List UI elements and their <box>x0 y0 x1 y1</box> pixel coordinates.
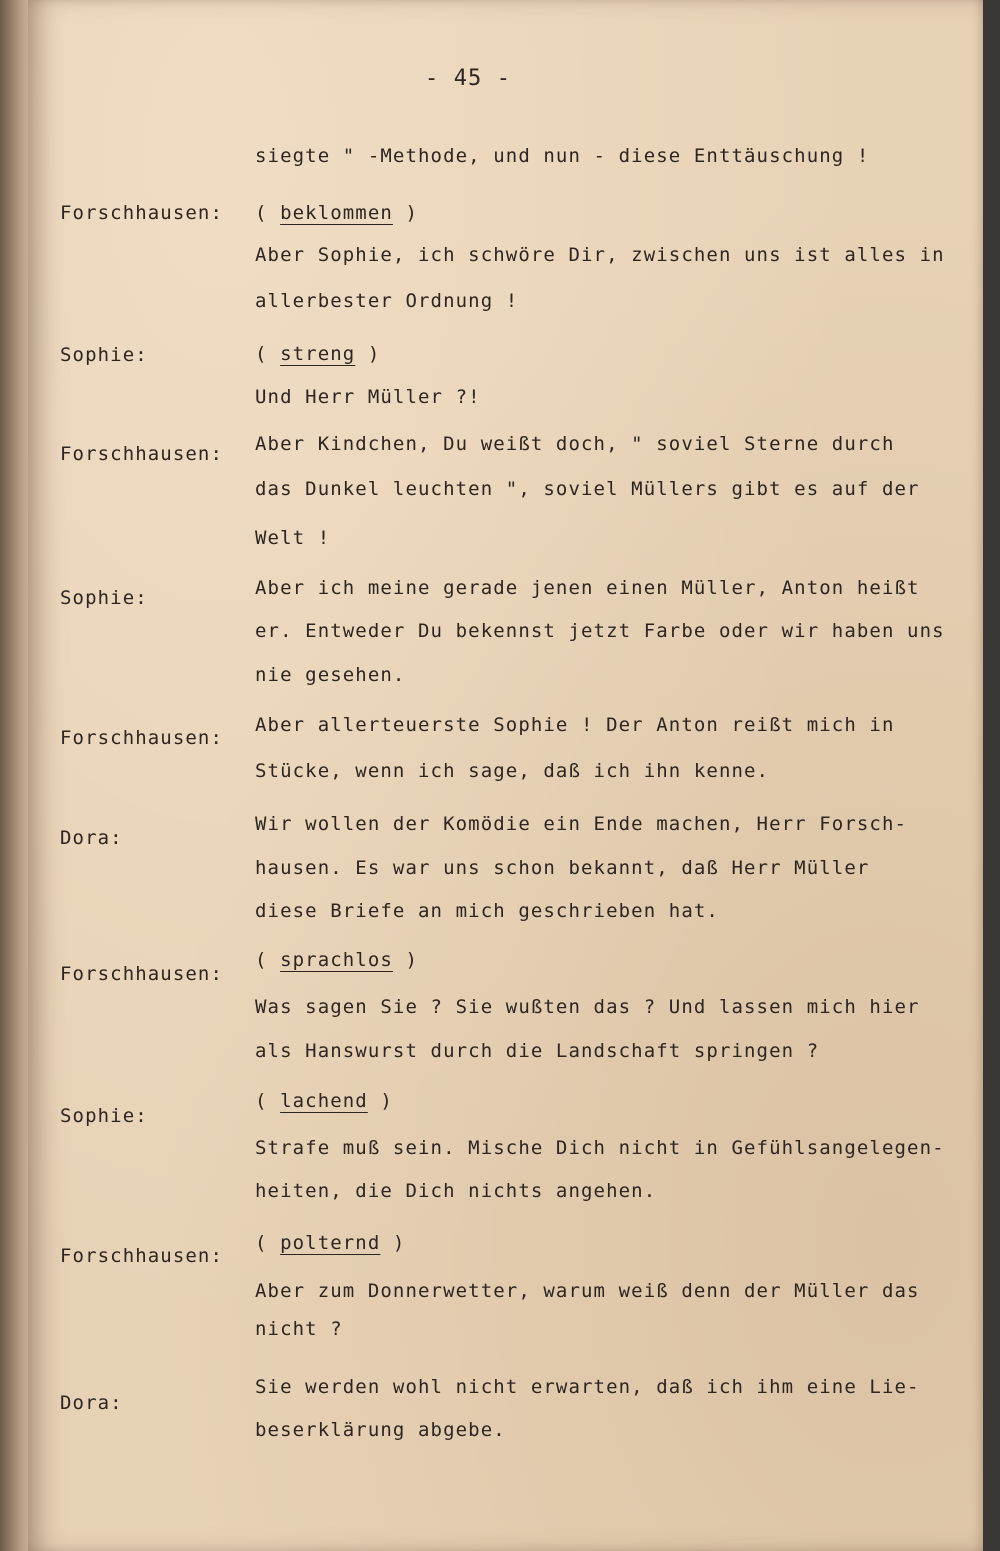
dialogue-line: nicht ? <box>255 1318 343 1340</box>
dialogue-line: hausen. Es war uns schon bekannt, daß Herr Müller <box>255 857 870 879</box>
speaker-label: Dora: <box>60 1392 123 1414</box>
dialogue-line: allerbester Ordnung ! <box>255 290 519 312</box>
speaker-label: Forschhausen: <box>60 1245 224 1267</box>
dialogue-line: Welt ! <box>255 527 331 549</box>
dialogue-line: er. Entweder Du bekennst jetzt Farbe oder wir haben uns <box>255 620 945 642</box>
speaker-label: Forschhausen: <box>60 202 224 224</box>
dialogue-line: Sie werden wohl nicht erwarten, daß ich ihm eine Lie- <box>255 1376 920 1398</box>
dialogue-line: Was sagen Sie ? Sie wußten das ? Und lassen mich hier <box>255 996 920 1018</box>
stage-direction: ( sprachlos ) <box>255 949 419 971</box>
dialogue-line: nie gesehen. <box>255 664 406 686</box>
dialogue-line: Aber zum Donnerwetter, warum weiß denn der Müller das <box>255 1280 920 1302</box>
stage-direction-text: beklommen <box>280 202 393 224</box>
speaker-label: Forschhausen: <box>60 727 224 749</box>
page-number: - 45 - <box>425 66 512 91</box>
stage-direction-text: polternd <box>280 1232 381 1254</box>
speaker-label: Sophie: <box>60 344 148 366</box>
speaker-label: Forschhausen: <box>60 963 224 985</box>
stage-direction: ( beklommen ) <box>255 202 419 224</box>
stage-direction: ( streng ) <box>255 343 381 365</box>
stage-direction: ( polternd ) <box>255 1232 406 1254</box>
dialogue-line: Wir wollen der Komödie ein Ende machen, Herr Forsch- <box>255 813 908 835</box>
dialogue-line: siegte " -Methode, und nun - diese Enttäuschung ! <box>255 145 870 167</box>
dialogue-line: das Dunkel leuchten ", soviel Müllers gibt es auf der <box>255 478 920 500</box>
dialogue-line: Strafe muß sein. Mische Dich nicht in Gefühlsangelegen- <box>255 1137 945 1159</box>
dialogue-line: diese Briefe an mich geschrieben hat. <box>255 900 719 922</box>
dialogue-line: Und Herr Müller ?! <box>255 386 481 408</box>
dialogue-line: Aber Kindchen, Du weißt doch, " soviel Sterne durch <box>255 433 895 455</box>
speaker-label: Sophie: <box>60 1105 148 1127</box>
stage-direction: ( lachend ) <box>255 1090 393 1112</box>
speaker-label: Sophie: <box>60 587 148 609</box>
stage-direction-text: lachend <box>280 1090 368 1112</box>
dialogue-line: Aber Sophie, ich schwöre Dir, zwischen uns ist alles in <box>255 244 945 266</box>
stage-direction-text: sprachlos <box>280 949 393 971</box>
speaker-label: Dora: <box>60 827 123 849</box>
dialogue-line: heiten, die Dich nichts angehen. <box>255 1180 657 1202</box>
dialogue-line: Aber ich meine gerade jenen einen Müller, Anton heißt <box>255 577 920 599</box>
dialogue-line: als Hanswurst durch die Landschaft springen ? <box>255 1040 820 1062</box>
speaker-label: Forschhausen: <box>60 443 224 465</box>
dialogue-line: Aber allerteuerste Sophie ! Der Anton reißt mich in <box>255 714 895 736</box>
dialogue-line: beserklärung abgebe. <box>255 1419 506 1441</box>
stage-direction-text: streng <box>280 343 356 365</box>
dialogue-line: Stücke, wenn ich sage, daß ich ihn kenne. <box>255 760 770 782</box>
